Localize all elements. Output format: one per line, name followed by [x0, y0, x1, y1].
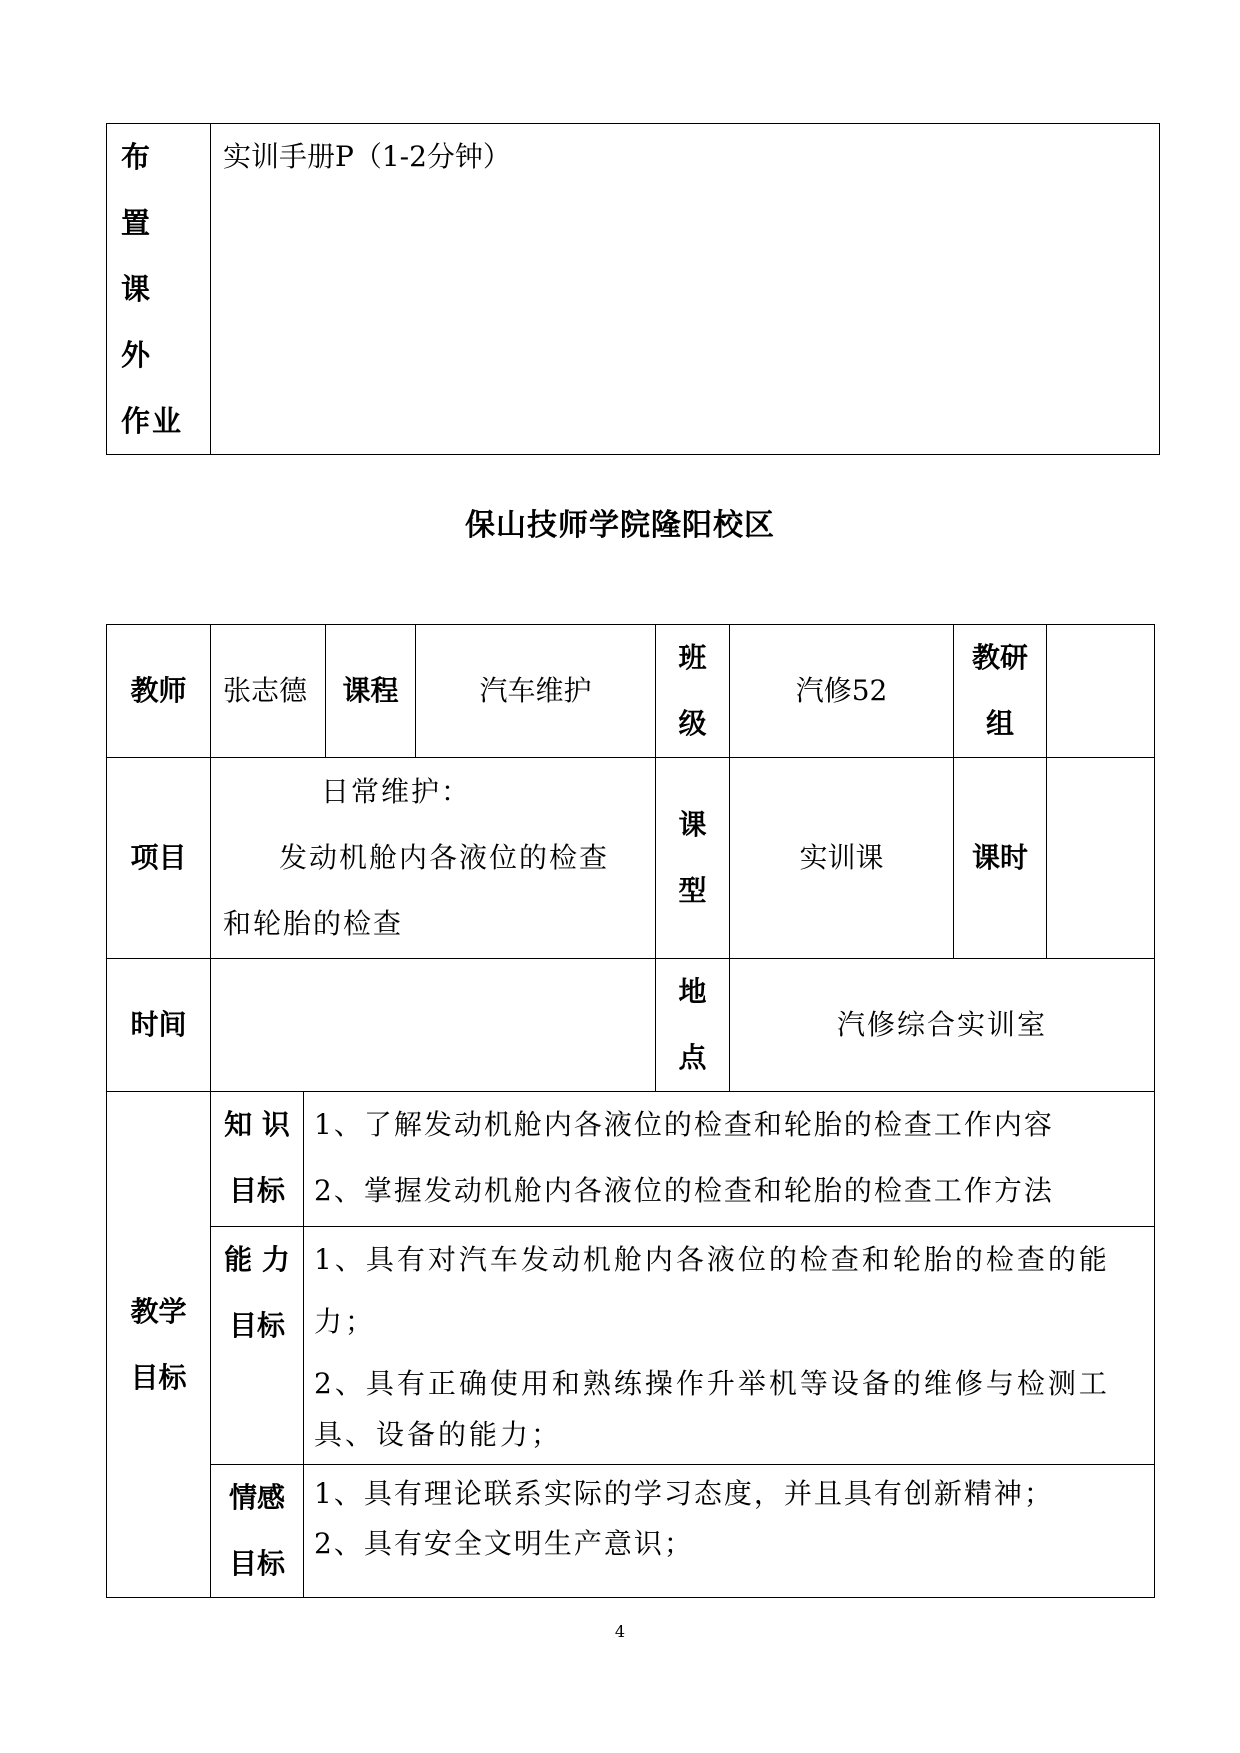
ability-goal-label	[211, 1227, 304, 1465]
project-line: 发动机舱内各液位的检查	[279, 841, 610, 874]
goals-label-line: 目标	[130, 1360, 187, 1394]
ability-goal-line: 力；	[314, 1305, 377, 1338]
course-value: 汽车维护	[416, 625, 656, 758]
class-label	[656, 625, 730, 758]
group-label	[954, 625, 1047, 758]
place-label-line: 点	[678, 1041, 707, 1074]
homework-label	[107, 124, 211, 455]
emotion-goal-line: 1、具有理论联系实际的学习态度，并且具有创新精神；	[314, 1477, 1054, 1510]
school-title: 保山技师学院隆阳校区	[465, 508, 775, 543]
emotion-goal-content	[304, 1465, 1155, 1598]
ability-goal-line: 2、具有正确使用和熟练操作升举机等设备的维修与检测工	[314, 1367, 1110, 1400]
hours-value	[1047, 758, 1155, 959]
teacher-value: 张志德	[211, 625, 326, 758]
knowledge-goal-content	[304, 1092, 1155, 1227]
project-line: 日常维护：	[321, 775, 472, 808]
group-label-line: 教研	[972, 641, 1029, 674]
place-value: 汽修综合实训室	[730, 959, 1155, 1092]
knowledge-goal-line: 2、掌握发动机舱内各液位的检查和轮胎的检查工作方法	[314, 1174, 1054, 1207]
homework-label-line: 作业	[121, 404, 184, 438]
homework-label-line: 课 外	[121, 272, 184, 372]
knowledge-goal-label-line: 知 识	[224, 1108, 290, 1141]
emotion-goal-label-line: 目标	[228, 1547, 285, 1580]
class-value: 汽修52	[730, 625, 954, 758]
emotion-goal-label	[211, 1465, 304, 1598]
emotion-goal-line: 2、具有安全文明生产意识；	[314, 1527, 694, 1560]
hours-label: 课时	[954, 758, 1047, 959]
class-label-line: 班	[678, 641, 707, 674]
homework-content	[211, 124, 1160, 455]
type-label	[656, 758, 730, 959]
homework-table	[106, 123, 1160, 455]
ability-goal-line: 具、设备的能力；	[314, 1418, 563, 1451]
group-value	[1047, 625, 1155, 758]
homework-content-text: 实训手册P（1-2分钟）	[223, 140, 511, 173]
teacher-label: 教师	[107, 625, 211, 758]
time-value	[211, 959, 656, 1092]
lesson-info-table	[106, 624, 1155, 1598]
ability-goal-content	[304, 1227, 1155, 1465]
knowledge-goal-line: 1、了解发动机舱内各液位的检查和轮胎的检查工作内容	[314, 1108, 1054, 1141]
project-value	[211, 758, 656, 959]
ability-goal-label-line: 能 力	[224, 1243, 290, 1276]
place-label	[656, 959, 730, 1092]
class-label-line: 级	[678, 707, 707, 740]
type-value: 实训课	[730, 758, 954, 959]
group-label-line: 组	[986, 707, 1015, 740]
type-label-line: 课	[678, 808, 707, 841]
course-label: 课程	[326, 625, 416, 758]
page-number: 4	[614, 1622, 626, 1641]
ability-goal-line: 1、具有对汽车发动机舱内各液位的检查和轮胎的检查的能	[314, 1243, 1110, 1276]
place-label-line: 地	[678, 975, 707, 1008]
goals-label-line: 教学	[130, 1294, 187, 1328]
homework-label-line: 布 置	[121, 140, 184, 240]
project-line: 和轮胎的检查	[223, 907, 404, 940]
ability-goal-label-line: 目标	[228, 1309, 285, 1342]
project-label: 项目	[107, 758, 211, 959]
knowledge-goal-label	[211, 1092, 304, 1227]
goals-label	[107, 1092, 211, 1598]
time-label: 时间	[107, 959, 211, 1092]
knowledge-goal-label-line: 目标	[228, 1174, 285, 1207]
type-label-line: 型	[678, 874, 707, 907]
emotion-goal-label-line: 情感	[228, 1481, 285, 1514]
